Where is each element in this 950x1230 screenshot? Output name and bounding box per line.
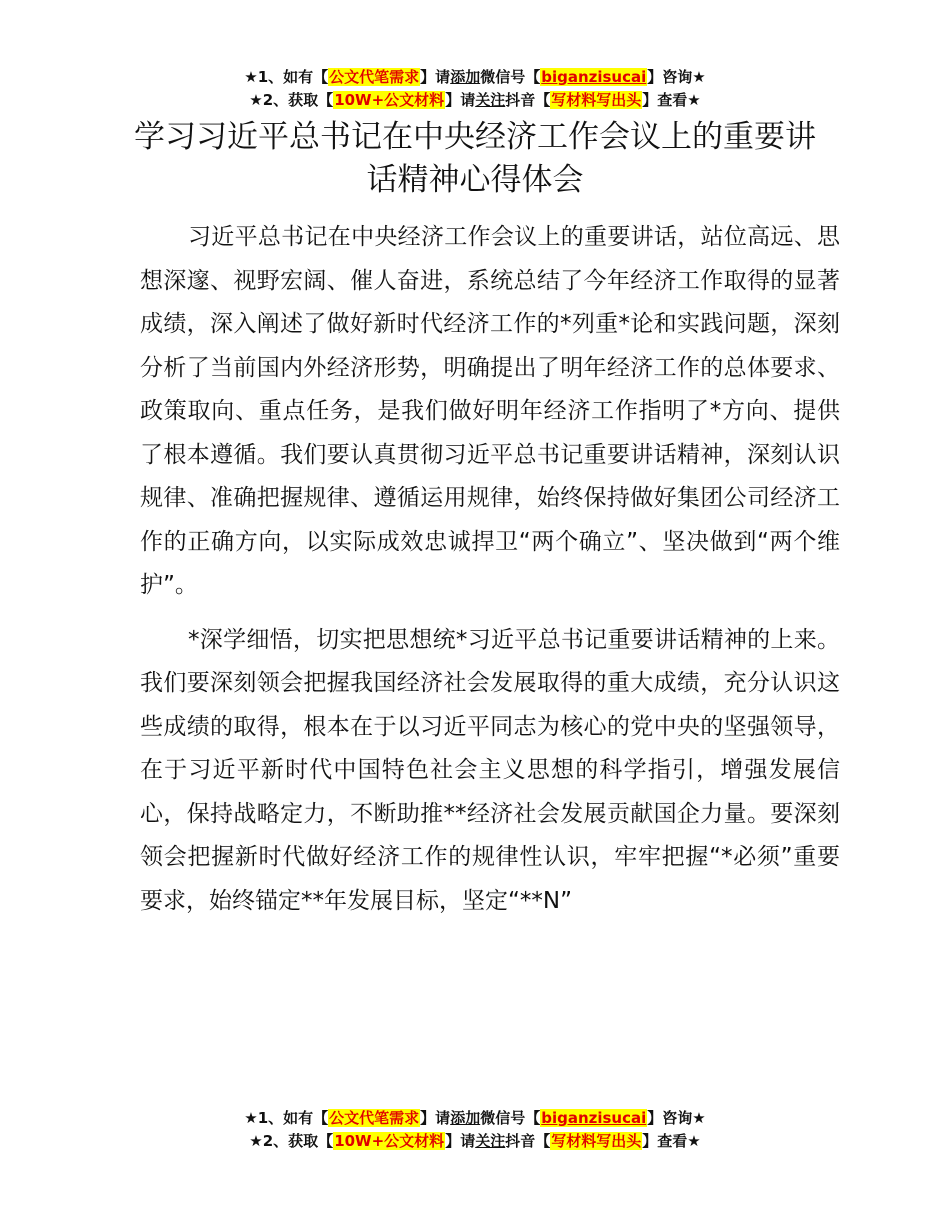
header-materials-highlight: 10W+公文材料 — [334, 91, 445, 109]
footer-promo-line-1-mid-2: 微信号【 — [480, 1109, 541, 1127]
footer-promo-line-2 — [0, 1130, 950, 1153]
footer-service-highlight: 公文代笔需求 — [329, 1109, 420, 1127]
header-promo-line-2-prefix: ★2、获取【 — [249, 91, 334, 109]
footer-promo — [0, 1107, 950, 1153]
footer-promo-line-2-suffix: 】查看★ — [642, 1132, 701, 1150]
footer-promo-line-2-mid: 】请 — [445, 1132, 476, 1150]
header-promo-line-1-prefix: ★1、如有【 — [244, 68, 329, 86]
footer-douyin-account: 写材料写出头 — [551, 1132, 642, 1150]
header-promo-line-2-mid: 】请 — [445, 91, 476, 109]
header-follow-emphasis: 关注 — [475, 91, 506, 109]
header-promo-line-2-suffix: 】查看★ — [642, 91, 701, 109]
header-service-highlight: 公文代笔需求 — [329, 68, 420, 86]
footer-promo-line-2-prefix: ★2、获取【 — [249, 1132, 334, 1150]
header-promo — [0, 66, 950, 112]
footer-add-emphasis: 添加 — [450, 1109, 481, 1127]
document-body — [140, 216, 840, 923]
header-douyin-account: 写材料写出头 — [551, 91, 642, 109]
footer-materials-highlight: 10W+公文材料 — [334, 1132, 445, 1150]
footer-promo-line-1-suffix: 】咨询★ — [647, 1109, 706, 1127]
footer-follow-emphasis: 关注 — [475, 1132, 506, 1150]
body-paragraph-1: 习近平总书记在中央经济工作会议上的重要讲话，站位高远、思想深邃、视野宏阔、催人奋进，系统总结了今年经济工作取得的显著成绩，深入阐述了做好新时代经济工作的*列重*论和实践问题，深刻分析了当前国内外经济形势，明确提出了明年经济工作的总体要求、政策取向、重点任务，是我们做好明年经济工作指明了*方向、提供了根本遵循。我们要认真贯彻习近平总书记重要讲话精神，深刻认识规律、准确把握规律、遵循运用规律，始终保持做好集团公司经济工作的正确方向，以实际成效忠诚捍卫“两个确立”、坚决做到“两个维护”。 — [140, 224, 840, 598]
footer-promo-line-2-mid-2: 抖音【 — [505, 1132, 551, 1150]
header-promo-line-1 — [0, 66, 950, 89]
header-add-emphasis: 添加 — [450, 68, 481, 86]
header-promo-line-1-mid-2: 微信号【 — [480, 68, 541, 86]
header-promo-line-1-suffix: 】咨询★ — [647, 68, 706, 86]
header-promo-line-2-mid-2: 抖音【 — [505, 91, 551, 109]
document-title: 学习习近平总书记在中央经济工作会议上的重要讲话精神心得体会 — [134, 119, 816, 198]
footer-wechat-id: biganzisucai — [541, 1109, 647, 1127]
body-paragraph-2: *深学细悟，切实把思想统*习近平总书记重要讲话精神的上来。我们要深刻领会把握我国经济社会发展取得的重大成绩，充分认识这些成绩的取得，根本在于以习近平同志为核心的党中央的坚强领导，在于习近平新时代中国特色社会主义思想的科学指引，增强发展信心，保持战略定力，不断助推**经济社会发展贡献国企力量。要深刻领会把握新时代做好经济工作的规律性认识，牢牢把握“*必须”重要要求，始终锚定**年发展目标，坚定“**N” — [140, 626, 840, 914]
footer-promo-line-1-prefix: ★1、如有【 — [244, 1109, 329, 1127]
footer-promo-line-1-mid: 】请 — [420, 1109, 451, 1127]
header-promo-line-1-mid: 】请 — [420, 68, 451, 86]
header-wechat-id: biganzisucai — [541, 68, 647, 86]
footer-promo-line-1 — [0, 1107, 950, 1130]
header-promo-line-2 — [0, 89, 950, 112]
